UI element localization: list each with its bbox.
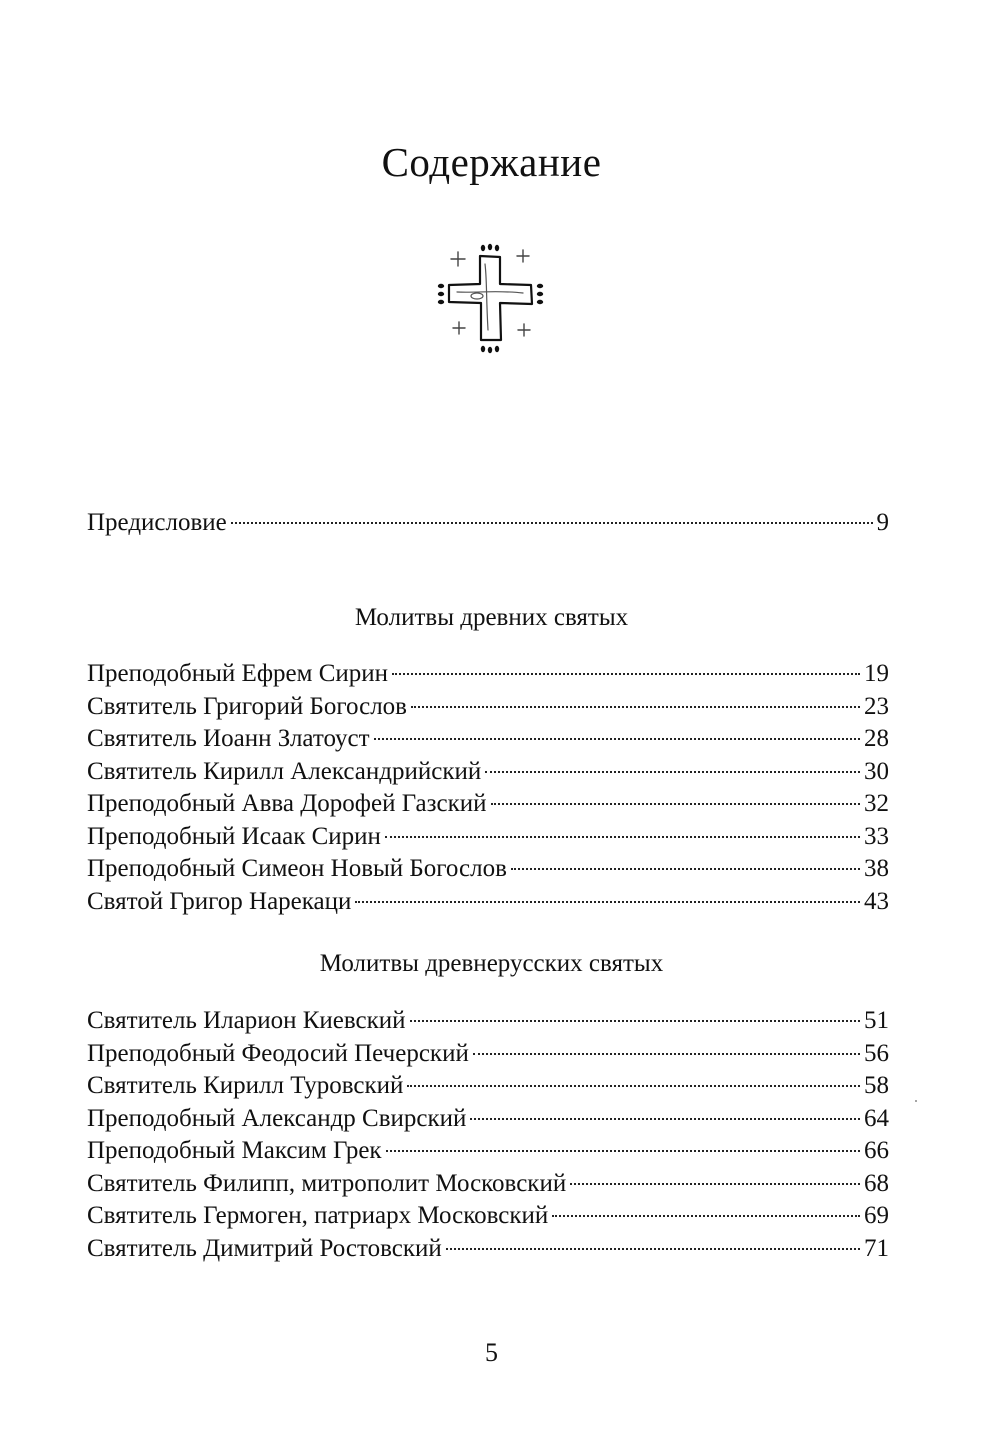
toc-leader-dots: [552, 1215, 860, 1217]
toc-entry-title: Святитель Кирилл Александрийский: [87, 757, 482, 785]
toc-entry[interactable]: [87, 658, 889, 691]
toc-entry-page: 23: [864, 692, 889, 720]
toc-leader-dots: [473, 1053, 860, 1055]
toc-entry-title: Преподобный Симеон Новый Богослов: [87, 855, 507, 882]
toc-leader-dots: [231, 522, 873, 524]
toc-entry-page: 32: [864, 790, 889, 817]
page-number: 5: [485, 1338, 498, 1367]
toc-entry-title: Преподобный Ефрем Сирин: [87, 660, 389, 687]
toc-entry-page: 64: [864, 1104, 889, 1132]
toc-leader-dots: [485, 771, 860, 773]
toc-entry-title: Святитель Димитрий Ростовский: [87, 1234, 442, 1262]
toc-entry[interactable]: [87, 853, 889, 886]
page-title: Содержание: [381, 139, 602, 185]
toc-leader-dots: [491, 803, 860, 805]
toc-leader-dots: [385, 836, 860, 838]
toc-entry[interactable]: [87, 788, 889, 821]
toc-entry-page: 9: [876, 509, 889, 536]
toc-entry[interactable]: [87, 691, 889, 724]
toc-entry-title: Преподобный Авва Дорофей Газский: [87, 790, 487, 817]
toc-entry[interactable]: [87, 1233, 889, 1266]
toc-leader-dots: [407, 1085, 860, 1087]
toc-leader-dots: [446, 1248, 860, 1250]
toc-entry-preface[interactable]: [87, 507, 889, 540]
toc-entry-title: Преподобный Максим Грек: [87, 1137, 382, 1164]
toc-entry-page: 56: [864, 1039, 889, 1067]
toc-entry[interactable]: [87, 1103, 889, 1136]
toc-entry[interactable]: [87, 1168, 889, 1201]
orthodox-cross-icon: [437, 240, 547, 356]
toc-entry[interactable]: [87, 756, 889, 789]
toc-entry[interactable]: [87, 1135, 889, 1168]
toc-entry[interactable]: [87, 1200, 889, 1233]
toc-list-old-russian-saints: [87, 1005, 889, 1265]
toc-entry-page: 28: [864, 725, 889, 752]
section-heading-ancient-saints: Молитвы древних святых: [354, 604, 629, 631]
toc-list-ancient-saints: [87, 658, 889, 918]
toc-entry-title: Преподобный Исаак Сирин: [87, 822, 381, 850]
toc-entry-page: 33: [864, 822, 889, 850]
toc-entry-title: Преподобный Феодосий Печерский: [87, 1039, 469, 1067]
toc-entry[interactable]: [87, 723, 889, 756]
toc-entry-page: 68: [864, 1169, 889, 1197]
toc-entry-title: Святитель Гермоген, патриарх Московский: [87, 1202, 549, 1229]
toc-leader-dots: [392, 673, 860, 675]
toc-entry-title: Святитель Иларион Киевский: [87, 1007, 406, 1034]
toc-entry-title: Святитель Кирилл Туровский: [87, 1072, 404, 1099]
toc-entry-title: Предисловие: [87, 509, 227, 536]
toc-leader-dots: [355, 901, 860, 903]
toc-entry[interactable]: [87, 821, 889, 854]
toc-entry-page: 43: [864, 887, 889, 915]
toc-entry-title: Святитель Иоанн Златоуст: [87, 725, 370, 752]
toc-leader-dots: [511, 868, 860, 870]
toc-entry[interactable]: [87, 1070, 889, 1103]
toc-preface: [87, 507, 889, 540]
toc-entry-page: 30: [864, 757, 889, 785]
toc-entry[interactable]: [87, 1005, 889, 1038]
toc-leader-dots: [374, 738, 860, 740]
toc-entry-title: Преподобный Александр Свирский: [87, 1104, 467, 1132]
toc-entry-page: 58: [864, 1072, 889, 1099]
toc-entry-page: 66: [864, 1137, 889, 1164]
toc-entry-page: 69: [864, 1202, 889, 1229]
toc-entry-title: Святитель Филипп, митрополит Московский: [87, 1169, 567, 1197]
toc-leader-dots: [410, 1020, 860, 1022]
toc-leader-dots: [411, 706, 860, 708]
toc-leader-dots: [570, 1183, 860, 1185]
toc-entry-page: 71: [864, 1234, 889, 1262]
toc-entry-title: Святитель Григорий Богослов: [87, 692, 407, 720]
scan-speck: [915, 1100, 917, 1102]
toc-entry[interactable]: [87, 1038, 889, 1071]
toc-entry-title: Святой Григор Нарекаци: [87, 887, 352, 915]
toc-leader-dots: [470, 1118, 860, 1120]
toc-entry-page: 38: [864, 855, 889, 882]
toc-leader-dots: [386, 1150, 860, 1152]
toc-entry[interactable]: [87, 886, 889, 919]
section-heading-old-russian-saints: Молитвы древнерусских святых: [319, 950, 664, 977]
toc-entry-page: 51: [864, 1007, 889, 1034]
toc-entry-page: 19: [864, 660, 889, 687]
